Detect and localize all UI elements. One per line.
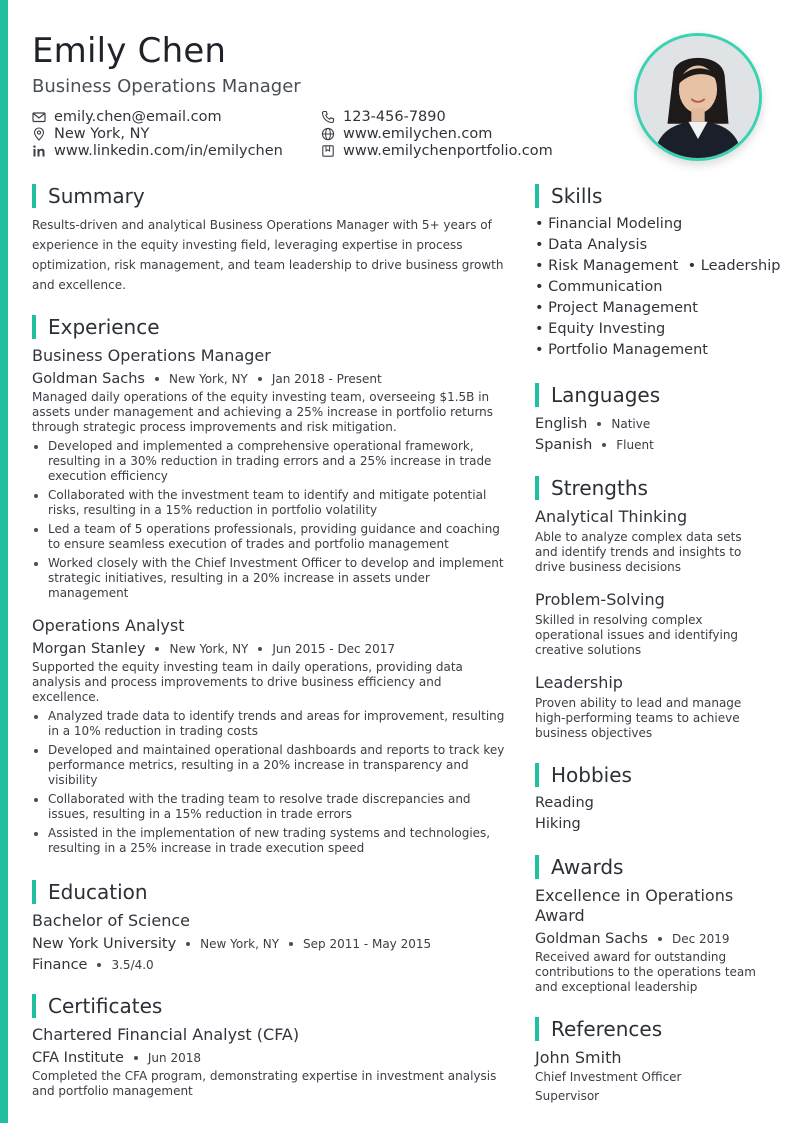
job-description: Supported the equity investing team in daily operations, providing data analysis and process improvements to drive business efficiency and excellence. (32, 660, 463, 704)
education-field-line (32, 955, 506, 974)
job-meta (32, 369, 506, 388)
resume-header (32, 30, 612, 159)
right-column (535, 184, 781, 1106)
section-title: Awards (551, 855, 624, 879)
references-section-header (535, 1017, 767, 1041)
candidate-name: Emily Chen (32, 31, 227, 71)
contact-linkedin[interactable] (32, 142, 283, 159)
strength-text: Proven ability to lead and manage high-performing teams to achieve business objectives (535, 696, 742, 740)
job-dates: Jan 2018 - Present (271, 371, 382, 386)
section-accent (535, 1017, 539, 1041)
award-entry (535, 886, 767, 995)
strength-text: Able to analyze complex data sets and identify trends and insights to drive business decisions (535, 530, 742, 574)
certificate-date: Jun 2018 (147, 1050, 201, 1065)
certificates-section-header (32, 994, 506, 1018)
hobby-item: Reading (535, 795, 594, 811)
skill-row-pair: • Risk Management • Leadership (535, 258, 781, 274)
separator-dot (602, 443, 606, 447)
job-bullets (32, 439, 506, 601)
experience-section-header (32, 315, 506, 339)
section-title: References (551, 1017, 663, 1041)
summary-text: Results-driven and analytical Business Operations Manager with 5+ years of experience in the equity investing field, leveraging expertise in process optimization, risk management, and team leadership to drive business growth and excellence. (32, 218, 504, 292)
education-entry (32, 911, 506, 974)
location-pin-icon (32, 127, 46, 141)
skill-item: • Portfolio Management (535, 342, 708, 358)
skills-section-header (535, 184, 767, 208)
skills-list (535, 214, 781, 361)
section-accent (535, 184, 539, 208)
strength-item (535, 673, 767, 741)
strength-item (535, 590, 767, 658)
job-location: New York, NY (169, 641, 249, 656)
globe-icon (321, 127, 335, 141)
skill-item: Leadership (700, 258, 781, 274)
language-item (535, 413, 767, 434)
section-accent (535, 383, 539, 407)
section-accent (535, 855, 539, 879)
job-dates: Jun 2015 - Dec 2017 (272, 641, 396, 656)
education-meta (32, 934, 506, 953)
section-title: Hobbies (551, 763, 632, 787)
section-accent (32, 880, 36, 904)
certificate-issuer: CFA Institute (32, 1049, 124, 1066)
list-item: Assisted in the implementation of new trading systems and technologies, resulting in a 25% increase in trade execution speed (32, 826, 506, 856)
bookmark-icon (321, 144, 335, 158)
reference-position: Chief Investment Officer (535, 1070, 682, 1084)
education-dates: Sep 2011 - May 2015 (303, 936, 432, 951)
language-name: English (535, 415, 588, 432)
awards-section-header (535, 855, 767, 879)
strength-title: Problem-Solving (535, 590, 665, 609)
skill-item: • Equity Investing (535, 321, 666, 337)
language-item (535, 434, 767, 455)
gpa: 3.5/4.0 (111, 957, 154, 972)
section-title: Languages (551, 383, 661, 407)
reference-name: John Smith (535, 1048, 622, 1067)
separator-dot (134, 1056, 138, 1060)
list-item: Led a team of 5 operations professionals, providing guidance and coaching to ensure seamless execution of trades and portfolio management (32, 522, 506, 552)
contact-location-text: New York, NY (54, 125, 150, 142)
experience-entry (32, 616, 506, 856)
skill-item: Risk Management (548, 258, 679, 274)
education-section-header (32, 880, 506, 904)
certificate-name: Chartered Financial Analyst (CFA) (32, 1025, 300, 1044)
strength-text: Skilled in resolving complex operational issues and identifying creative solutions (535, 613, 739, 657)
job-company: Goldman Sachs (32, 370, 145, 387)
section-accent (32, 315, 36, 339)
award-org: Goldman Sachs (535, 930, 648, 947)
section-title: Skills (551, 184, 603, 208)
contact-email[interactable] (32, 108, 222, 125)
skill-item: • Communication (535, 279, 663, 295)
separator-dot (155, 377, 159, 381)
separator-dot (658, 937, 662, 941)
separator-dot (258, 647, 262, 651)
languages-section-header (535, 383, 767, 407)
section-title: Education (48, 880, 148, 904)
separator-dot (289, 942, 293, 946)
hobbies-section-header (535, 763, 767, 787)
section-accent (32, 184, 36, 208)
section-title: Certificates (48, 994, 163, 1018)
field-of-study: Finance (32, 956, 88, 973)
section-accent (535, 763, 539, 787)
award-meta (535, 929, 767, 948)
school-location: New York, NY (200, 936, 280, 951)
list-item: Worked closely with the Chief Investment Officer to develop and implement strategic initiatives, resulting in a 20% increase in assets under management (32, 556, 506, 601)
contact-portfolio[interactable] (321, 142, 553, 159)
award-title: Excellence in Operations Award (535, 886, 734, 925)
list-item: Developed and maintained operational dashboards and reports to track key performance metrics, resulting in a 20% increase in transparency and visibility (32, 743, 506, 788)
mail-icon (32, 110, 46, 124)
certificate-description: Completed the CFA program, demonstrating expertise in investment analysis and portfolio management (32, 1069, 497, 1098)
job-bullets (32, 709, 506, 856)
contact-website-text: www.emilychen.com (343, 125, 493, 142)
job-meta (32, 639, 506, 658)
award-date: Dec 2019 (671, 931, 730, 946)
experience-entry (32, 346, 506, 601)
strength-title: Analytical Thinking (535, 507, 688, 526)
separator-dot (186, 942, 190, 946)
job-location: New York, NY (168, 371, 248, 386)
separator-dot (258, 377, 262, 381)
section-title: Strengths (551, 476, 648, 500)
separator-dot (97, 963, 101, 967)
language-level: Native (611, 416, 651, 431)
hobbies-list (535, 793, 767, 835)
language-level: Fluent (616, 437, 654, 452)
strengths-section-header (535, 476, 767, 500)
skill-item: • Project Management (535, 300, 698, 316)
list-item: Analyzed trade data to identify trends and areas for improvement, resulting in a 10% reduction in trading costs (32, 709, 506, 739)
certificate-entry (32, 1025, 506, 1099)
job-description: Managed daily operations of the equity investing team, overseeing $1.5B in assets under management and achieving a 25% increase in portfolio returns through strategic process improvements and risk mitigation. (32, 390, 494, 434)
job-company: Morgan Stanley (32, 640, 146, 657)
reference-relation: Supervisor (535, 1089, 600, 1103)
contact-portfolio-text: www.emilychenportfolio.com (343, 142, 553, 159)
contact-linkedin-text: www.linkedin.com/in/emilychen (54, 142, 283, 159)
contact-phone-text: 123-456-7890 (343, 108, 446, 125)
list-item: Developed and implemented a comprehensive operational framework, resulting in a 30% reduction in trading errors and a 25% increase in trade execution efficiency (32, 439, 506, 484)
left-column (32, 184, 506, 1099)
language-name: Spanish (535, 436, 593, 453)
section-title: Summary (48, 184, 145, 208)
summary-section-header (32, 184, 506, 208)
contact-website[interactable] (321, 125, 492, 142)
school-name: New York University (32, 935, 177, 952)
separator-dot (597, 422, 601, 426)
separator-dot (155, 647, 159, 651)
strength-title: Leadership (535, 673, 623, 692)
strength-item (535, 507, 767, 575)
phone-icon (321, 110, 335, 124)
linkedin-icon (32, 144, 46, 158)
job-role: Operations Analyst (32, 616, 185, 635)
skill-item: • Financial Modeling (535, 216, 683, 232)
candidate-title: Business Operations Manager (32, 76, 301, 97)
degree: Bachelor of Science (32, 911, 190, 930)
certificate-meta (32, 1048, 506, 1067)
list-item: Collaborated with the trading team to resolve trade discrepancies and issues, resulting in a 15% reduction in trade errors (32, 792, 506, 822)
profile-photo (634, 33, 762, 161)
skill-item: • Data Analysis (535, 237, 648, 253)
reference-entry (535, 1048, 767, 1106)
accent-bar (0, 0, 8, 1123)
languages-list (535, 413, 767, 455)
award-text: Received award for outstanding contributions to the operations team and exceptional leadership (535, 950, 756, 994)
job-role: Business Operations Manager (32, 346, 271, 365)
contact-email-text: emily.chen@email.com (54, 108, 222, 125)
section-accent (535, 476, 539, 500)
list-item: Collaborated with the investment team to identify and mitigate potential risks, resulting in a 15% reduction in portfolio volatility (32, 488, 506, 518)
section-title: Experience (48, 315, 160, 339)
contact-phone[interactable] (321, 108, 446, 125)
section-accent (32, 994, 36, 1018)
hobby-item: Hiking (535, 816, 581, 832)
contact-location (32, 125, 149, 142)
